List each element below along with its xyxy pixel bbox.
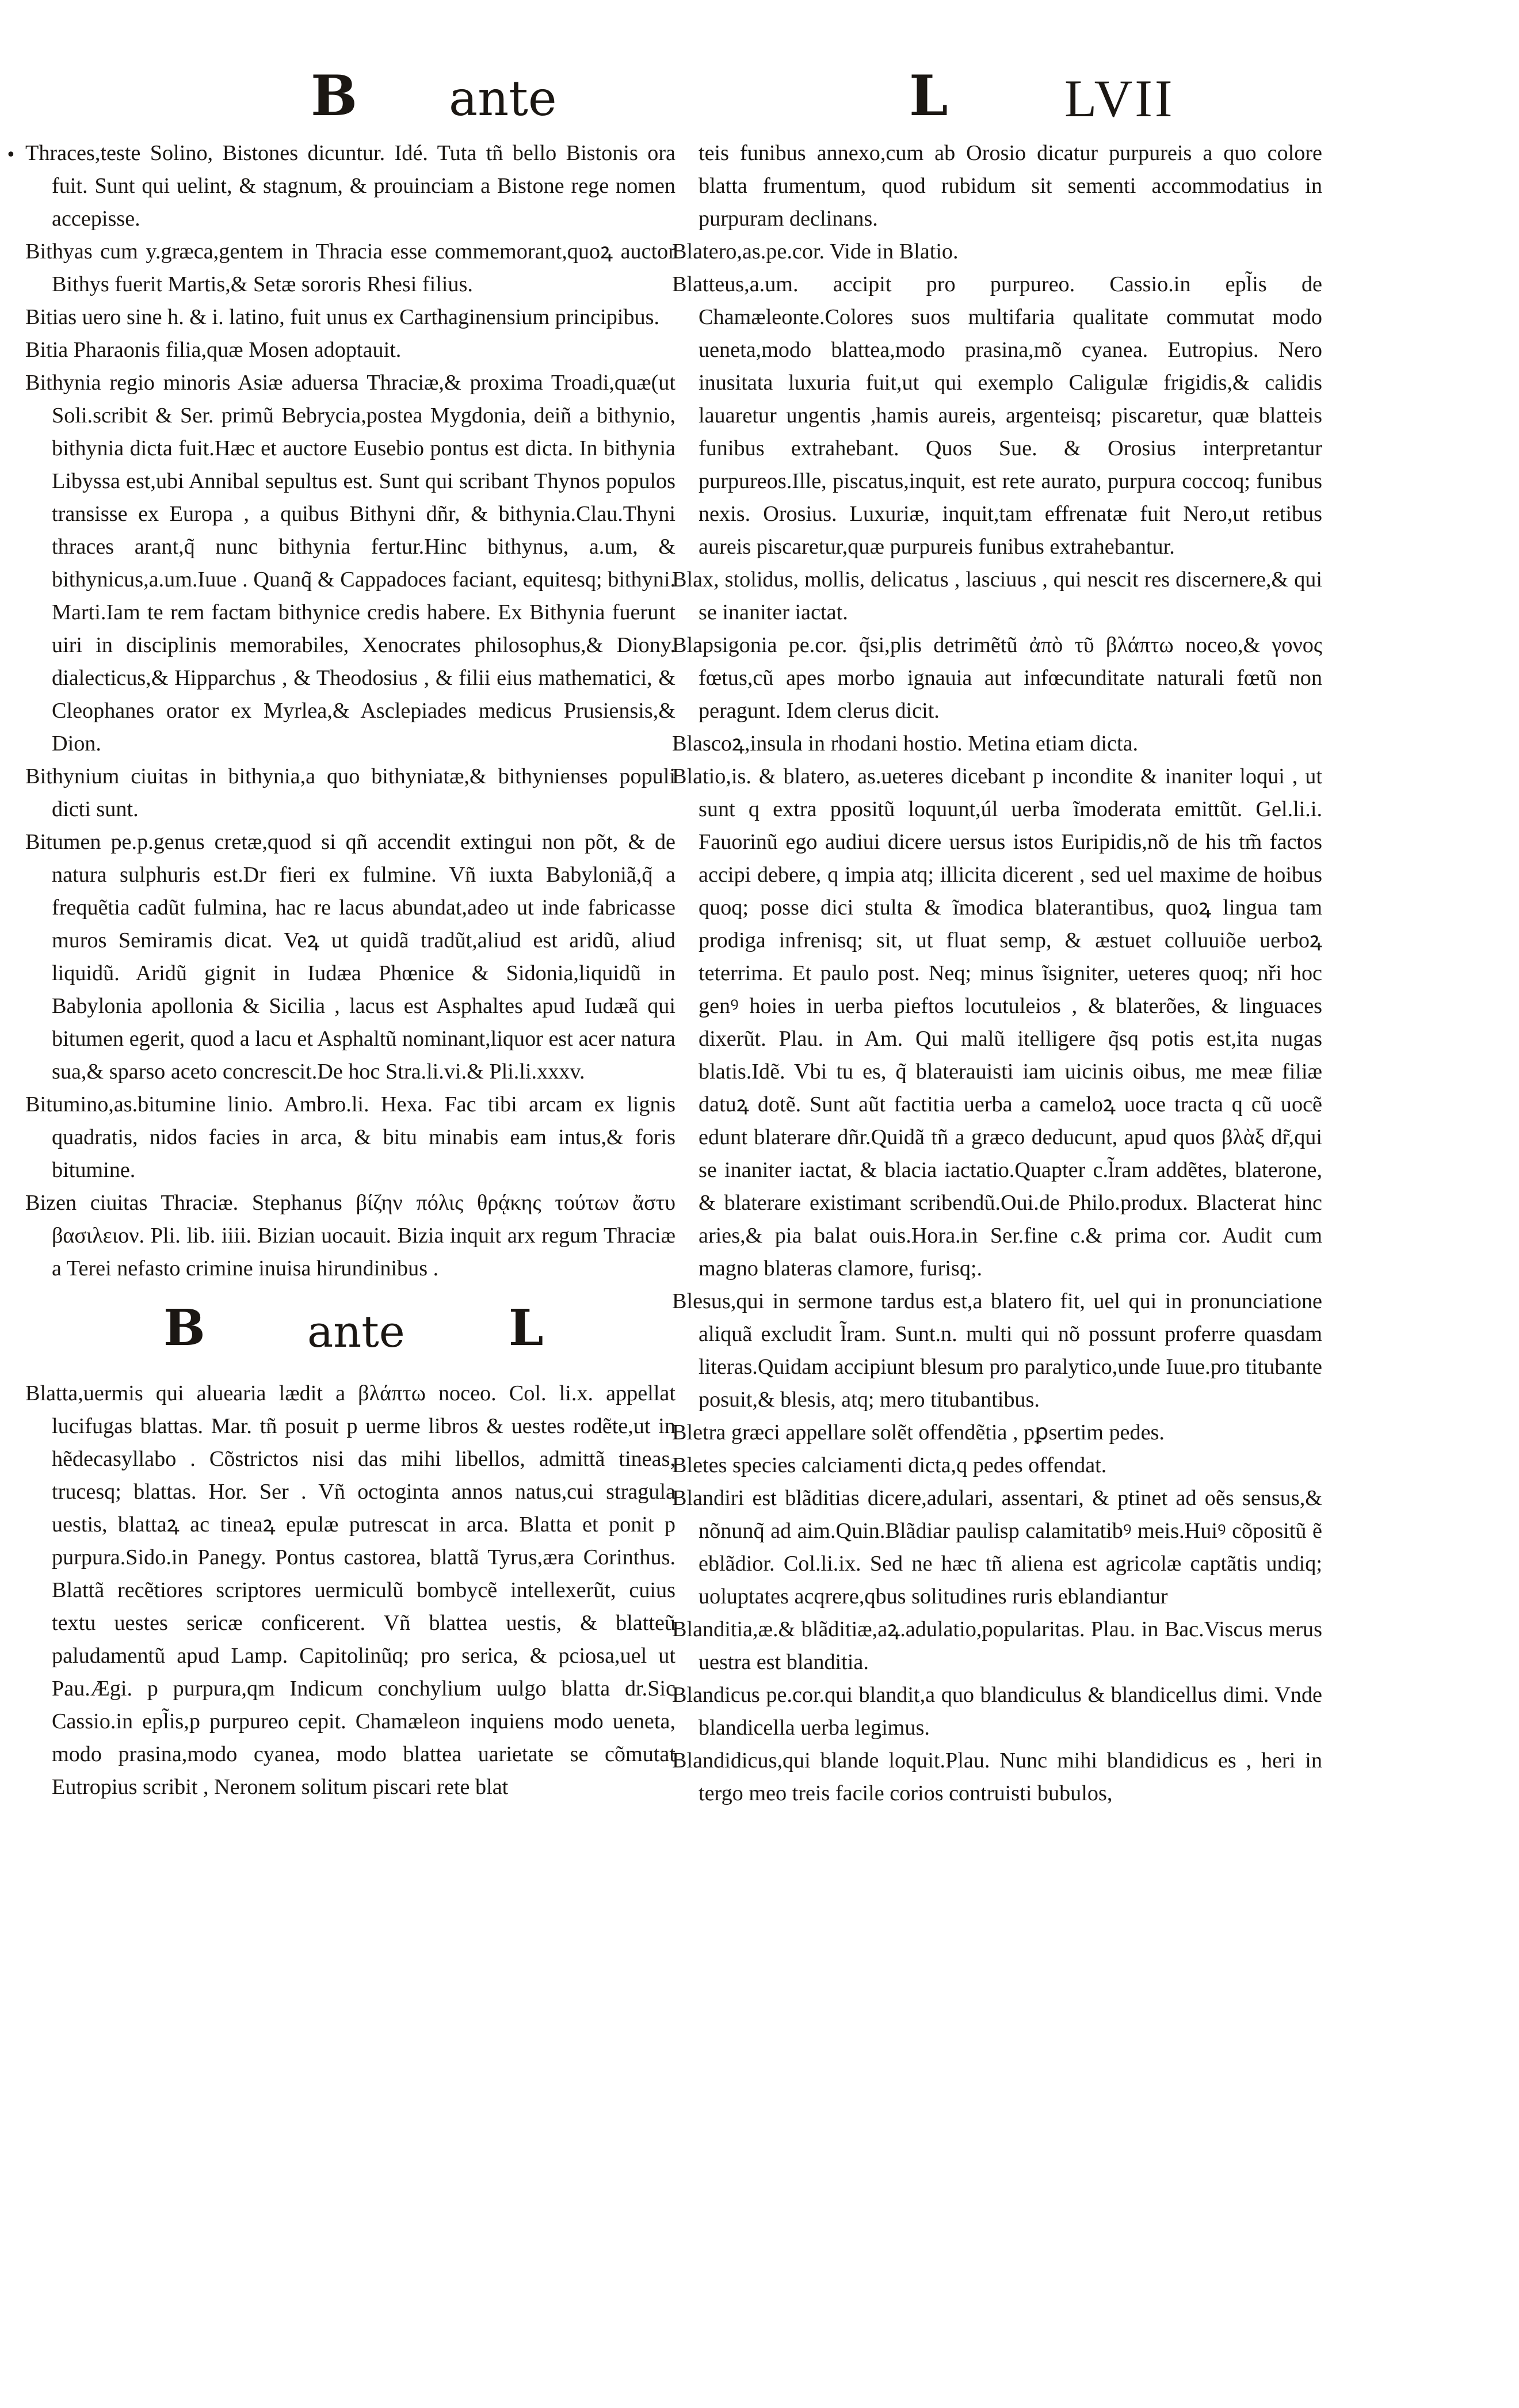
entry: Bithynia regio minoris Asiæ aduersa Thraciæ,& proxima Troadi,quæ(ut Soli.scribit & Ser. primũ Bebrycia,postea Mygdonia, deiñ a bithynio, bithynia dicta fuit.Hæc et auctore Eusebio pontus est dicta. In bithynia Libyssa est,ubi Annibal sepultus est. Sunt qui scribant Thynos populos transisse ex Europa , a quibus Bithyni dñr, & bithynia.Clau.Thyni thraces arant,q̃ nunc bithynia fertur.Hinc bithynus, a.um, & bithynicus,a.um.Iuue . Quanq̃ & Cappadoces faciant, equitesq; bithyni. Marti.Iam te rem factam bithynice credis habere. Ex Bithynia fuerunt uiri in disciplinis memorabiles, Xenocrates philosophus,& Diony. dialecticus,& Hipparchus , & Theodosius , & filii eius mathematici, & Cleophanes orator ex Myrlea,& Asclepiades medicus Prusiensis,& Dion. — [25, 371, 675, 756]
entry: Blesus,qui in sermone tardus est,a blatero fit, uel qui in pronunciatione aliquã excludit l̃ram. Sunt.n. multi qui nõ possunt proferre quasdam literas.Quidam accipiunt blesum pro paralytico,unde Iuue.pro titubante posuit,& blesis, atq; mero titubantibus. — [672, 1289, 1322, 1412]
section-letter-right: L — [509, 1299, 544, 1357]
entry: Blanditia,æ.& blãditiæ,aꝝ.adulatio,popularitas. Plau. in Bac.Viscus merus uestra est blanditia. — [672, 1617, 1322, 1674]
entry-continued: teis funibus annexo,cum ab Orosio dicatur purpureis a quo colore blatta frumentum, quod rubidum sit sementi accommodatius in purpuram declinans. — [699, 141, 1322, 231]
entry: Blandicus pe.cor.qui blandit,a quo blandiculus & blandicellus dimi. Vnde blandicella uerba legimus. — [672, 1683, 1322, 1740]
entry: Bizen ciuitas Thraciæ. Stephanus βίζην πόλις θρᾴκης τούτων ἄστυ βασιλειον. Pli. lib. iiii. Bizian uocauit. Bizia inquit arx regum Thraciæ a Terei nefasto crimine inuisa hirundinibus . — [25, 1191, 675, 1281]
section-letter-left: B — [163, 1299, 205, 1357]
entry: Blandidicus,qui blande loquit.Plau. Nunc mihi blandidicus es , heri in tergo meo treis facile corios contruisti bubulos, — [672, 1748, 1322, 1805]
entry: Bithyas cum y.græca,gentem in Thracia esse commemorant,quoꝝ auctor Bithys fuerit Martis,& Setæ sororis Rhesi filius. — [25, 239, 675, 296]
entry: Blascoꝝ,insula in rhodani hostio. Metina etiam dicta. — [672, 731, 1139, 756]
left-column — [25, 137, 675, 1804]
entry: Bithynium ciuitas in bithynia,a quo bithyniatæ,& bithynienses populi dicti sunt. — [25, 764, 675, 821]
entry: Blatero,as.pe.cor. Vide in Blatio. — [672, 239, 959, 264]
entry: Blatio,is. & blatero, as.ueteres dicebant p incondite & inaniter loqui , ut sunt q extra ppositũ loquunt,úl uerba ĩmoderata emittũt. Gel.li.i. Fauorinũ ego audiui dicere uersus istos Euripidis,nõ de his tm̃ factos accipi debere, q impia atq; illicita dicerent , sed uel maxime de hoibus quoq; posse dici stulta & ĩmodica blaterantibus, quoꝝ lingua tam prodiga infrenisq; sit, ut fluat semp, & æstuet colluuiõe uerboꝝ teterrima. Et paulo post. Neq; minus ĩsigniter, ueteres quoq; nři hoc genꝰ hoies in uerba pieftos locutuleios , & blaterões, & linguaces dixerũt. Plau. in Am. Qui malũ itelligere q̃sq potis est,ita nugas blatis.Idẽ. Vbi tu es, q̃ blaterauisti iam uicinis oibus, me meæ filiæ datuꝝ dotẽ. Sunt aũt factitia uerba a cameloꝝ uoce tracta q cũ uocẽ edunt blaterare dñr.Quidã tñ a græco deducunt, apud quos βλὰξ dr̃,qui se inaniter iactat, & blacia iactatio.Quapter c.l̃ram addẽtes, blaterone, & blaterare existimant scribendũ.Oui.de Philo.produx. Blacterat hinc aries,& pia balat ouis.Hora.in Ser.fine c.& prima cor. Audit cum magno blateras clamore, furisq;. — [672, 764, 1322, 1281]
header-letter-right: L — [909, 63, 948, 128]
section-heading — [25, 1285, 675, 1377]
header-letter-left: B — [311, 63, 358, 128]
entry: Bitia Pharaonis filia,quæ Mosen adoptauit. — [25, 338, 402, 362]
right-column — [672, 137, 1322, 1810]
entry: Bletes species calciamenti dicta,q pedes offendat. — [672, 1453, 1107, 1477]
entry: Bitias uero sine h. & i. latino, fuit unus ex Carthaginensium principibus. — [25, 305, 659, 329]
entry: Bitumino,as.bitumine linio. Ambro.li. Hexa. Fac tibi arcam ex lignis quadratis, nidos facies in arca, & bitu minabis eam intus,& foris bitumine. — [25, 1092, 675, 1182]
header-word: ante — [449, 70, 557, 127]
section-word: ante — [307, 1306, 405, 1357]
entry: Thraces,teste Solino, Bistones dicuntur. Idé. Tuta tñ bello Bistonis ora fuit. Sunt qui uelint, & stagnum, & prouinciam a Bistone rege nomen accepisse. — [25, 141, 675, 231]
entry: Bletra græci appellare solẽt offendẽtia , pꝑsertim pedes. — [672, 1420, 1165, 1445]
entry: Blatta,uermis qui aluearia lædit a βλάπτω noceo. Col. li.x. appellat lucifugas blattas. Mar. tñ posuit p uerme libros & uestes rodẽte,ut in hẽdecasyllabo . Cõstrictos nisi das mihi libellos, admittã tineas, trucesq; blattas. Hor. Ser . Vñ octoginta annos natus,cui stragula uestis, blattaꝝ ac tineaꝝ epulæ putrescat in arca. Blatta et ponit p purpura.Sido.in Panegy. Pontus castorea, blattã Tyrus,æra Corinthus. Blattã recẽtiores scriptores uermiculũ bombycẽ intellexerũt, cuius textu uestes sericæ conficerent. Vñ blattea uestis, & blatteũ paludamentũ apud Lamp. Capitolinũq; pro serica, & pciosa,uel ut Pau.Ægi. p purpura,qm Indicum conchylium uulgo blatta dr.Sic Cassio.in epl̃is,p purpureo cepit. Chamæleon inquiens modo ueneta, modo prasina,modo cyanea, modo blattea uarietate se cõmutat Eutropius scribit , Neronem solitum piscari rete blat — [25, 1381, 675, 1799]
entry: Blax, stolidus, mollis, delicatus , lasciuus , qui nescit res discernere,& qui se inaniter iactat. — [672, 567, 1322, 624]
running-header — [0, 64, 1519, 128]
folio-number: LVII — [1064, 69, 1175, 128]
entry: Bitumen pe.p.genus cretæ,quod si qñ accendit extingui non põt, & de natura sulphuris est.Dr fieri ex fulmine. Vñ iuxta Babyloniã,q̃ a frequẽtia cadũt fulmina, hac re lacus abundat,adeo ut inde fabricasse muros Semiramis dicat. Veꝝ ut quidã tradũt,aliud est aridũ, aliud liquidũ. Aridũ gignit in Iudæa Phœnice & Sidonia,liquidũ in Babylonia apollonia & Sicilia , lacus est Asphaltes apud Iudæã qui bitumen egerit, quod a lacu et Asphaltũ nominant,liquor est acer natura sua,& sparso aceto concrescit.De hoc Stra.li.vi.& Pli.li.xxxv. — [25, 830, 675, 1084]
entry: Blandiri est blãditias dicere,adulari, assentari, & ptinet ad oẽs sensus,& nõnunq̃ ad aim.Quin.Blãdiar paulisp calamitatibꝰ meis.Huiꝰ cõpositũ ẽ eblãdior. Col.li.ix. Sed ne hæc tñ aliena est agricolæ captãtis undiq; uoluptates acqrere,qbus solitudines ruris eblandiantur — [672, 1486, 1322, 1609]
entry: Blapsigonia pe.cor. q̃si,plis detrimẽtũ ἀπὸ τῦ βλάπτω noceo,& γονος fœtus,cũ apes morbo ignauia aut infœcunditate naturali fœtũ non peragunt. Idem clerus dicit. — [672, 633, 1322, 723]
margin-mark: • — [6, 145, 16, 165]
entry: Blatteus,a.um. accipit pro purpureo. Cassio.in epl̃is de Chamæleonte.Colores suos multifaria qualitate commutat modo ueneta,modo blattea,modo prasina,mõ cyanea. Eutropius. Nero inusitata luxuria fuit,ut qui exemplo Caligulæ frigidis,& calidis lauaretur ungentis ,hamis aureis, argenteisq; piscaretur, quæ blatteis funibus extrahebant. Quos Sue. & Orosius interpretantur purpureos.Ille, piscatus,inquit, est rete aurato, purpura coccoq; funibus nexis. Orosius. Luxuriæ, inquit,tam effrenatæ fuit Nero,ut retibus aureis piscaretur,quæ purpureis funibus extrahebantur. — [672, 272, 1322, 559]
